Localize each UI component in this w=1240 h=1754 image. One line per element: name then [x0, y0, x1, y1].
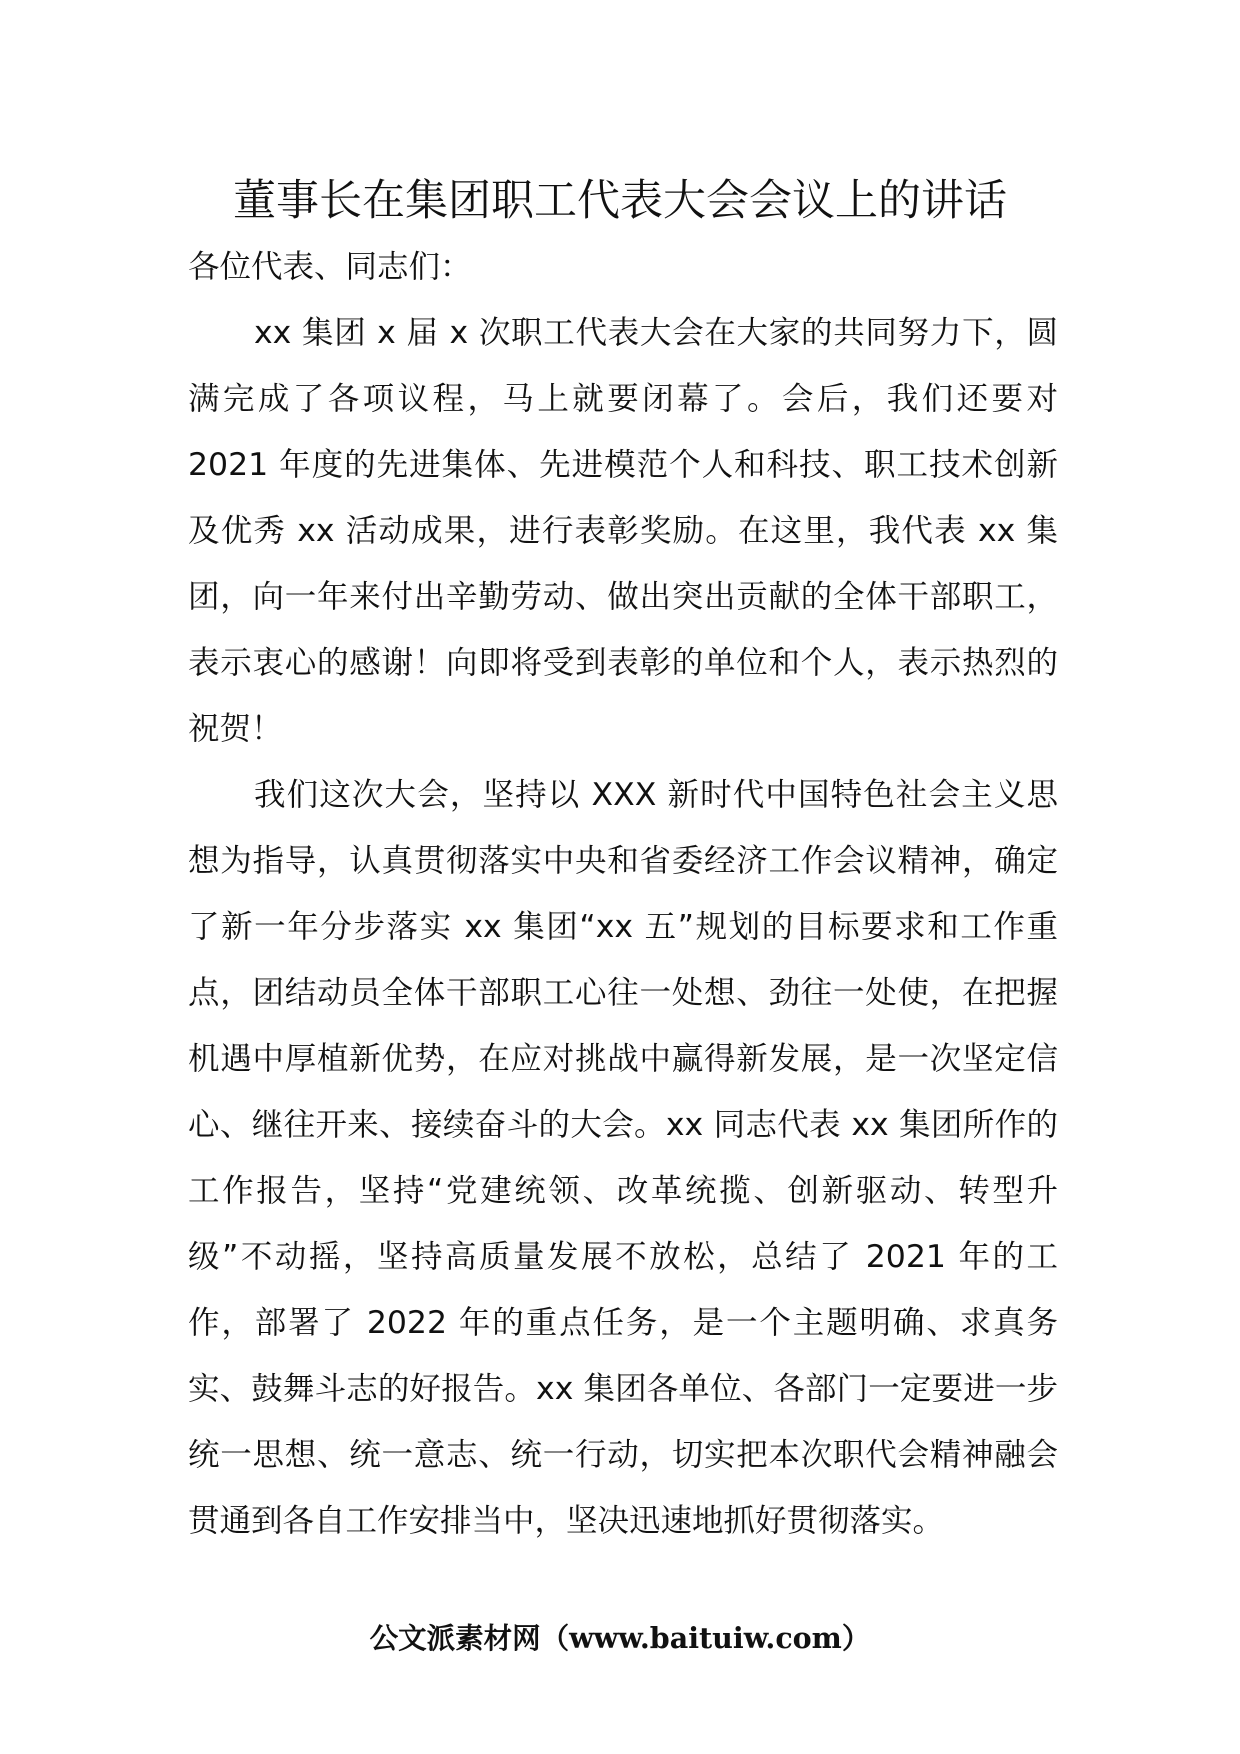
- paragraph-1: xx 集团 x 届 x 次职工代表大会在大家的共同努力下，圆满完成了各项议程，马上就要闭幕了。会后，我们还要对 2021 年度的先进集体、先进模范个人和科技、职工技术创新及优秀 xx 活动成果，进行表彰奖励。在这里，我代表 xx 集团，向一年来付出辛勤劳动、做出突出贡献的全体干部职工，表示衷心的感谢！向即将受到表彰的单位和个人，表示热烈的祝贺！: [188, 315, 1058, 747]
- salutation: 各位代表、同志们：: [188, 249, 472, 285]
- document-title: 董事长在集团职工代表大会会议上的讲话: [233, 176, 1007, 226]
- footer-source-link: 公文派素材网（www.baituiw.com）: [369, 1621, 871, 1655]
- paragraph-2: 我们这次大会，坚持以 XXX 新时代中国特色社会主义思想为指导，认真贯彻落实中央和省委经济工作会议精神，确定了新一年分步落实 xx 集团“xx 五”规划的目标要求和工作重点，团结动员全体干部职工心往一处想、劲往一处使，在把握机遇中厚植新优势，在应对挑战中赢得新发展，是一次坚定信心、继往开来、接续奋斗的大会。xx 同志代表 xx 集团所作的工作报告，坚持“党建统领、改革统揽、创新驱动、转型升级”不动摇，坚持高质量发展不放松，总结了 2021 年的工作，部署了 2022 年的重点任务，是一个主题明确、求真务实、鼓舞斗志的好报告。xx 集团各单位、各部门一定要进一步统一思想、统一意志、统一行动，切实把本次职代会精神融会贯通到各自工作安排当中，坚决迅速地抓好贯彻落实。: [188, 777, 1058, 1539]
- document-body: [188, 234, 1058, 1554]
